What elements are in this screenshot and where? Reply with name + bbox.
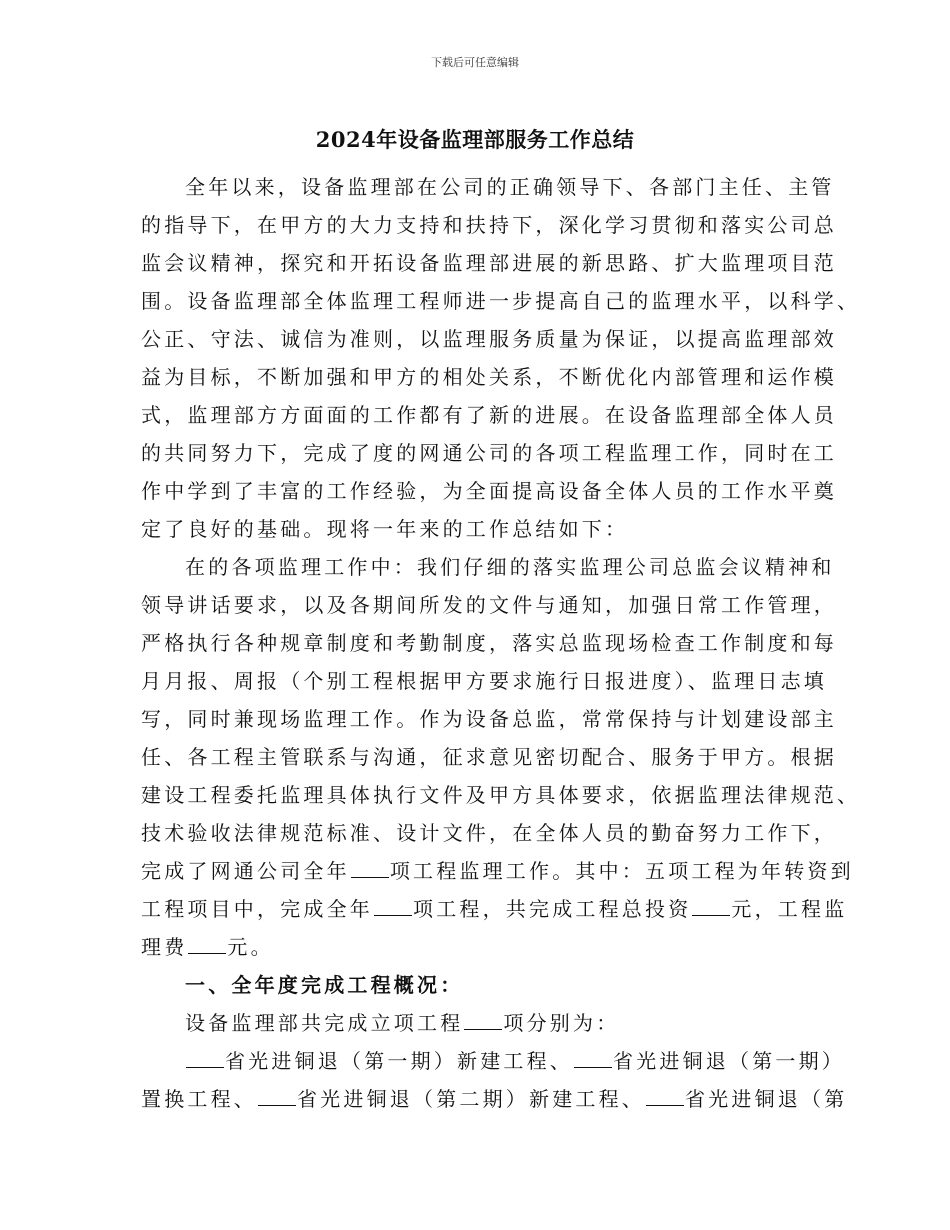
text-fragment: 省光进铜退（第一期）新建工程、	[225, 1049, 573, 1073]
text-fragment: 项工程监理工作。其中：五项工程为年转资到	[389, 859, 854, 883]
text-fragment: 完成了网通公司全年	[141, 859, 350, 883]
blank-underline	[186, 1045, 224, 1068]
page-header-note: 下载后可任意编辑	[431, 56, 519, 69]
blank-underline	[374, 893, 412, 916]
paragraph-line: 围。设备监理部全体监理工程师进一步提高自己的监理水平，以科学、	[141, 289, 861, 313]
section-heading: 一、全年度完成工程概况：	[185, 973, 464, 997]
text-fragment: 省光进铜退（第一期）	[613, 1049, 845, 1073]
paragraph-line: 作中学到了丰富的工作经验，为全面提高设备全体人员的工作水平奠	[141, 479, 837, 503]
paragraph-line	[141, 1080, 848, 1118]
blank-underline	[464, 1007, 502, 1030]
blank-underline	[258, 1083, 296, 1106]
text-fragment: 设备监理部共完成立项工程	[185, 1011, 464, 1035]
text-fragment: 元。	[227, 935, 274, 959]
text-fragment: 元，工程监	[731, 897, 848, 921]
paragraph-line	[141, 1042, 845, 1080]
paragraph-line	[141, 928, 827, 966]
paragraph-line: 益为目标，不断加强和甲方的相处关系，不断优化内部管理和运作模	[141, 365, 837, 389]
text-fragment: 项工程，共完成工程总投资	[413, 897, 692, 921]
paragraph-line: 写，同时兼现场监理工作。作为设备总监，常常保持与计划建设部主	[141, 707, 837, 731]
blank-underline	[646, 1083, 684, 1106]
text-fragment: 省光进铜退（第	[685, 1087, 848, 1111]
paragraph-line: 定了良好的基础。现将一年来的工作总结如下：	[141, 517, 629, 541]
paragraph-line	[141, 852, 854, 890]
blank-underline	[188, 931, 226, 954]
text-fragment: 置换工程、	[141, 1087, 257, 1111]
paragraph-line: 领导讲话要求，以及各期间所发的文件与通知，加强日常工作管理，	[141, 593, 837, 617]
paragraph-line: 建设工程委托监理具体执行文件及甲方具体要求，依据监理法律规范、	[141, 783, 861, 807]
paragraph-line: 严格执行各种规章制度和考勤制度，落实总监现场检查工作制度和每	[141, 631, 837, 655]
paragraph-line: 技术验收法律规范标准、设计文件，在全体人员的勤奋努力工作下，	[141, 821, 837, 845]
paragraph-line	[141, 1004, 827, 1042]
paragraph-line	[141, 890, 848, 928]
text-fragment: 理费	[141, 935, 188, 959]
paragraph-line: 的指导下，在甲方的大力支持和扶持下，深化学习贯彻和落实公司总	[141, 213, 837, 237]
paragraph-line: 的共同努力下，完成了度的网通公司的各项工程监理工作，同时在工	[141, 441, 837, 465]
text-fragment: 工程项目中，完成全年	[141, 897, 373, 921]
paragraph-line: 全年以来，设备监理部在公司的正确领导下、各部门主任、主管	[185, 175, 835, 199]
paragraph-line: 式，监理部方方面面的工作都有了新的进展。在设备监理部全体人员	[141, 403, 837, 427]
text-fragment: 省光进铜退（第二期）新建工程、	[297, 1087, 645, 1111]
paragraph-line: 在的各项监理工作中：我们仔细的落实监理公司总监会议精神和	[185, 555, 835, 579]
paragraph-line: 监会议精神，探究和开拓设备监理部进展的新思路、扩大监理项目范	[141, 251, 837, 275]
blank-underline	[351, 855, 389, 878]
paragraph-line: 月月报、周报（个别工程根据甲方要求施行日报进度）、监理日志填	[141, 669, 827, 693]
document-title: 2024年设备监理部服务工作总结	[315, 127, 635, 152]
paragraph-line: 公正、守法、诚信为准则，以监理服务质量为保证，以提高监理部效	[141, 327, 837, 351]
text-fragment: 项分别为：	[503, 1011, 620, 1035]
blank-underline	[692, 893, 730, 916]
document-body	[141, 168, 861, 1118]
paragraph-line: 任、各工程主管联系与沟通，征求意见密切配合、服务于甲方。根据	[141, 745, 837, 769]
blank-underline	[574, 1045, 612, 1068]
